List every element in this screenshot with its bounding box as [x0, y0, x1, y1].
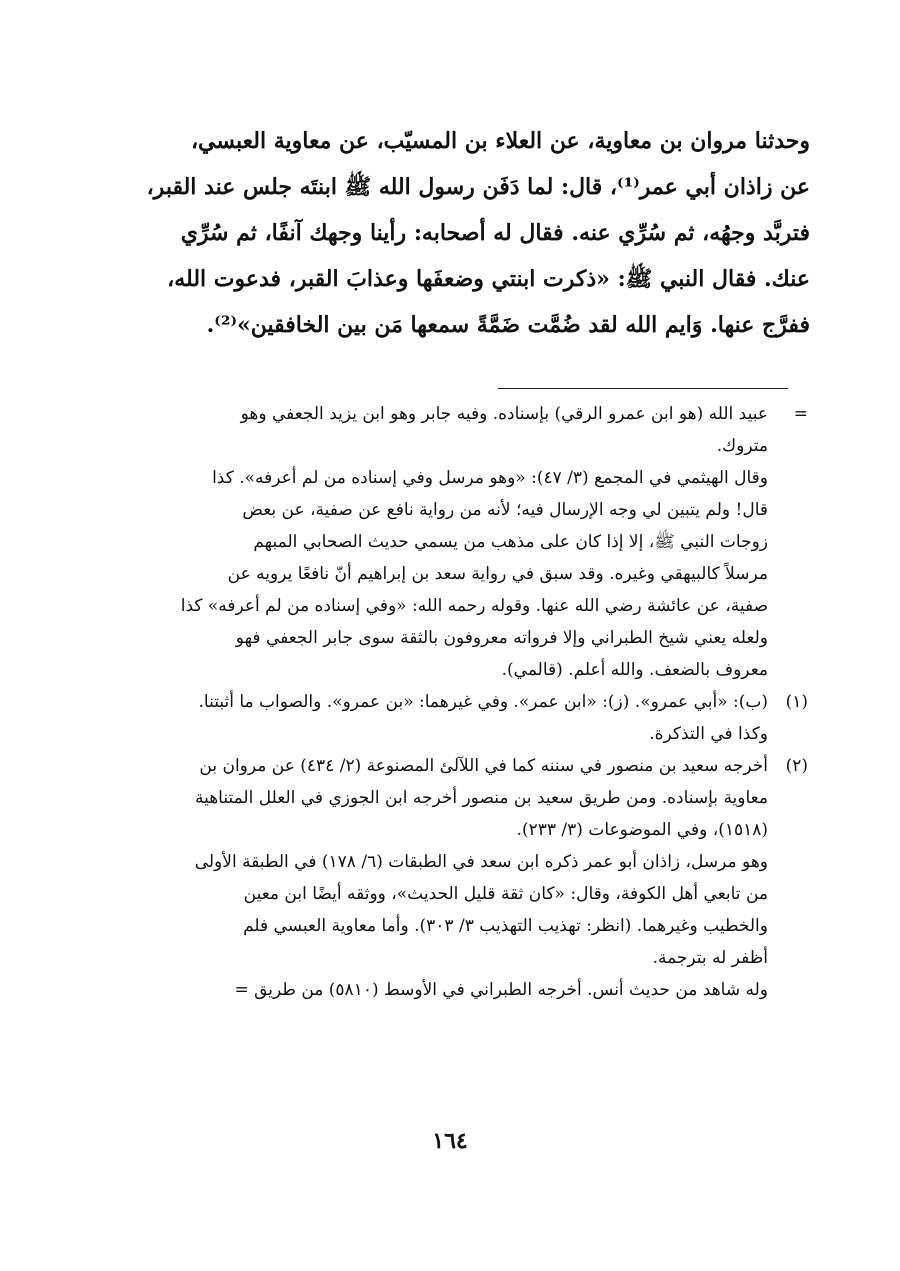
main-text-line: فتربَّد وجهُه، ثم سُرِّي عنه. فقال له أصحابه: رأينا وجهك آنفًا، ثم سُرِّي: [180, 220, 810, 246]
footnote-2: [86, 750, 808, 1006]
footnote-continuation-marker: =: [793, 404, 808, 424]
page-number: ١٦٤: [432, 1128, 468, 1154]
footnote-continuation: [86, 398, 808, 686]
footnotes-section: [86, 398, 808, 1006]
main-text-line: ففرَّج عنها. وَايم الله لقد ضُمَّت ضَمَّةً سمعها مَن بين الخافقين»⁽²⁾.: [206, 312, 810, 338]
footnote-line: وكذا في التذكرة.: [649, 724, 768, 744]
footnote-line: (ب): «أبي عمرو». (ز): «ابن عمر». وفي غيرهما: «بن عمرو». والصواب ما أثبتنا.: [198, 692, 768, 712]
footnote-line: مرسلاً كالبيهقي وغيره. وقد سبق في رواية سعد بن إبراهيم أنّ نافعًا يرويه عن: [227, 564, 768, 584]
footnote-separator-rule: [498, 388, 788, 389]
footnote-line: ولعله يعني شيخ الطبراني وإلا فرواته معروفون بالثقة سوى جابر الجعفي فهو: [235, 628, 768, 648]
footnote-1-marker: (١): [785, 692, 808, 712]
footnote-2-marker: (٢): [785, 756, 808, 776]
footnote-line: قال! ولم يتبين لي وجه الإرسال فيه؛ لأنه من رواية نافع عن صفية، عن بعض: [242, 500, 768, 520]
footnote-line: أخرجه سعيد بن منصور في سننه كما في اللآلئ المصنوعة (٢/ ٤٣٤) عن مروان بن: [199, 756, 768, 776]
main-text-line: عن زاذان أبي عمر⁽¹⁾، قال: لما دَفَن رسول الله ﷺ ابنتَه جلس عند القبر،: [146, 174, 810, 200]
footnote-line: وله شاهد من حديث أنس. أخرجه الطبراني في الأوسط (٥٨١٠) من طريق =: [234, 980, 768, 1000]
footnote-line: من تابعي أهل الكوفة، وقال: «كان ثقة قليل الحديث»، ووثقه أيضًا ابن معين: [243, 884, 768, 904]
footnote-line: والخطيب وغيرهما. (انظر: تهذيب التهذيب ٣/ ٣٠٣). وأما معاوية العبسي فلم: [243, 916, 768, 936]
footnote-line: أظفر له بترجمة.: [652, 948, 768, 968]
footnote-line: معروف بالضعف. والله أعلم. (قالمي).: [501, 660, 768, 680]
footnote-line: زوجات النبي ﷺ، إلا إذا كان على مذهب من يسمي حديث الصحابي المبهم: [253, 532, 768, 552]
footnote-line: صفية، عن عائشة رضي الله عنها. وقوله رحمه الله: «وفي إسناده من لم أعرفه» كذا: [180, 596, 768, 616]
footnote-1: [86, 686, 808, 750]
main-text-line: عنك. فقال النبي ﷺ: «ذكرت ابنتي وضعفَها وعذابَ القبر، فدعوت الله،: [167, 266, 810, 292]
footnote-line: وقال الهيثمي في المجمع (٣/ ٤٧): «وهو مرسل وفي إسناده من لم أعرفه». كذا: [212, 468, 768, 488]
footnote-line: (١٥١٨)، وفي الموضوعات (٣/ ٢٣٣).: [516, 820, 768, 840]
footnote-line: عبيد الله (هو ابن عمرو الرقي) بإسناده. وفيه جابر وهو ابن يزيد الجعفي وهو: [240, 404, 768, 424]
main-text-body: [88, 118, 810, 348]
footnote-line: متروك.: [716, 436, 768, 456]
footnote-line: وهو مرسل، زاذان أبو عمر ذكره ابن سعد في الطبقات (٦/ ١٧٨) في الطبقة الأولى: [194, 852, 768, 872]
main-text-line: وحدثنا مروان بن معاوية، عن العلاء بن المسيّب، عن معاوية العبسي،: [190, 128, 810, 154]
footnote-line: معاوية بإسناده. ومن طريق سعيد بن منصور أخرجه ابن الجوزي في العلل المتناهية: [194, 788, 768, 808]
